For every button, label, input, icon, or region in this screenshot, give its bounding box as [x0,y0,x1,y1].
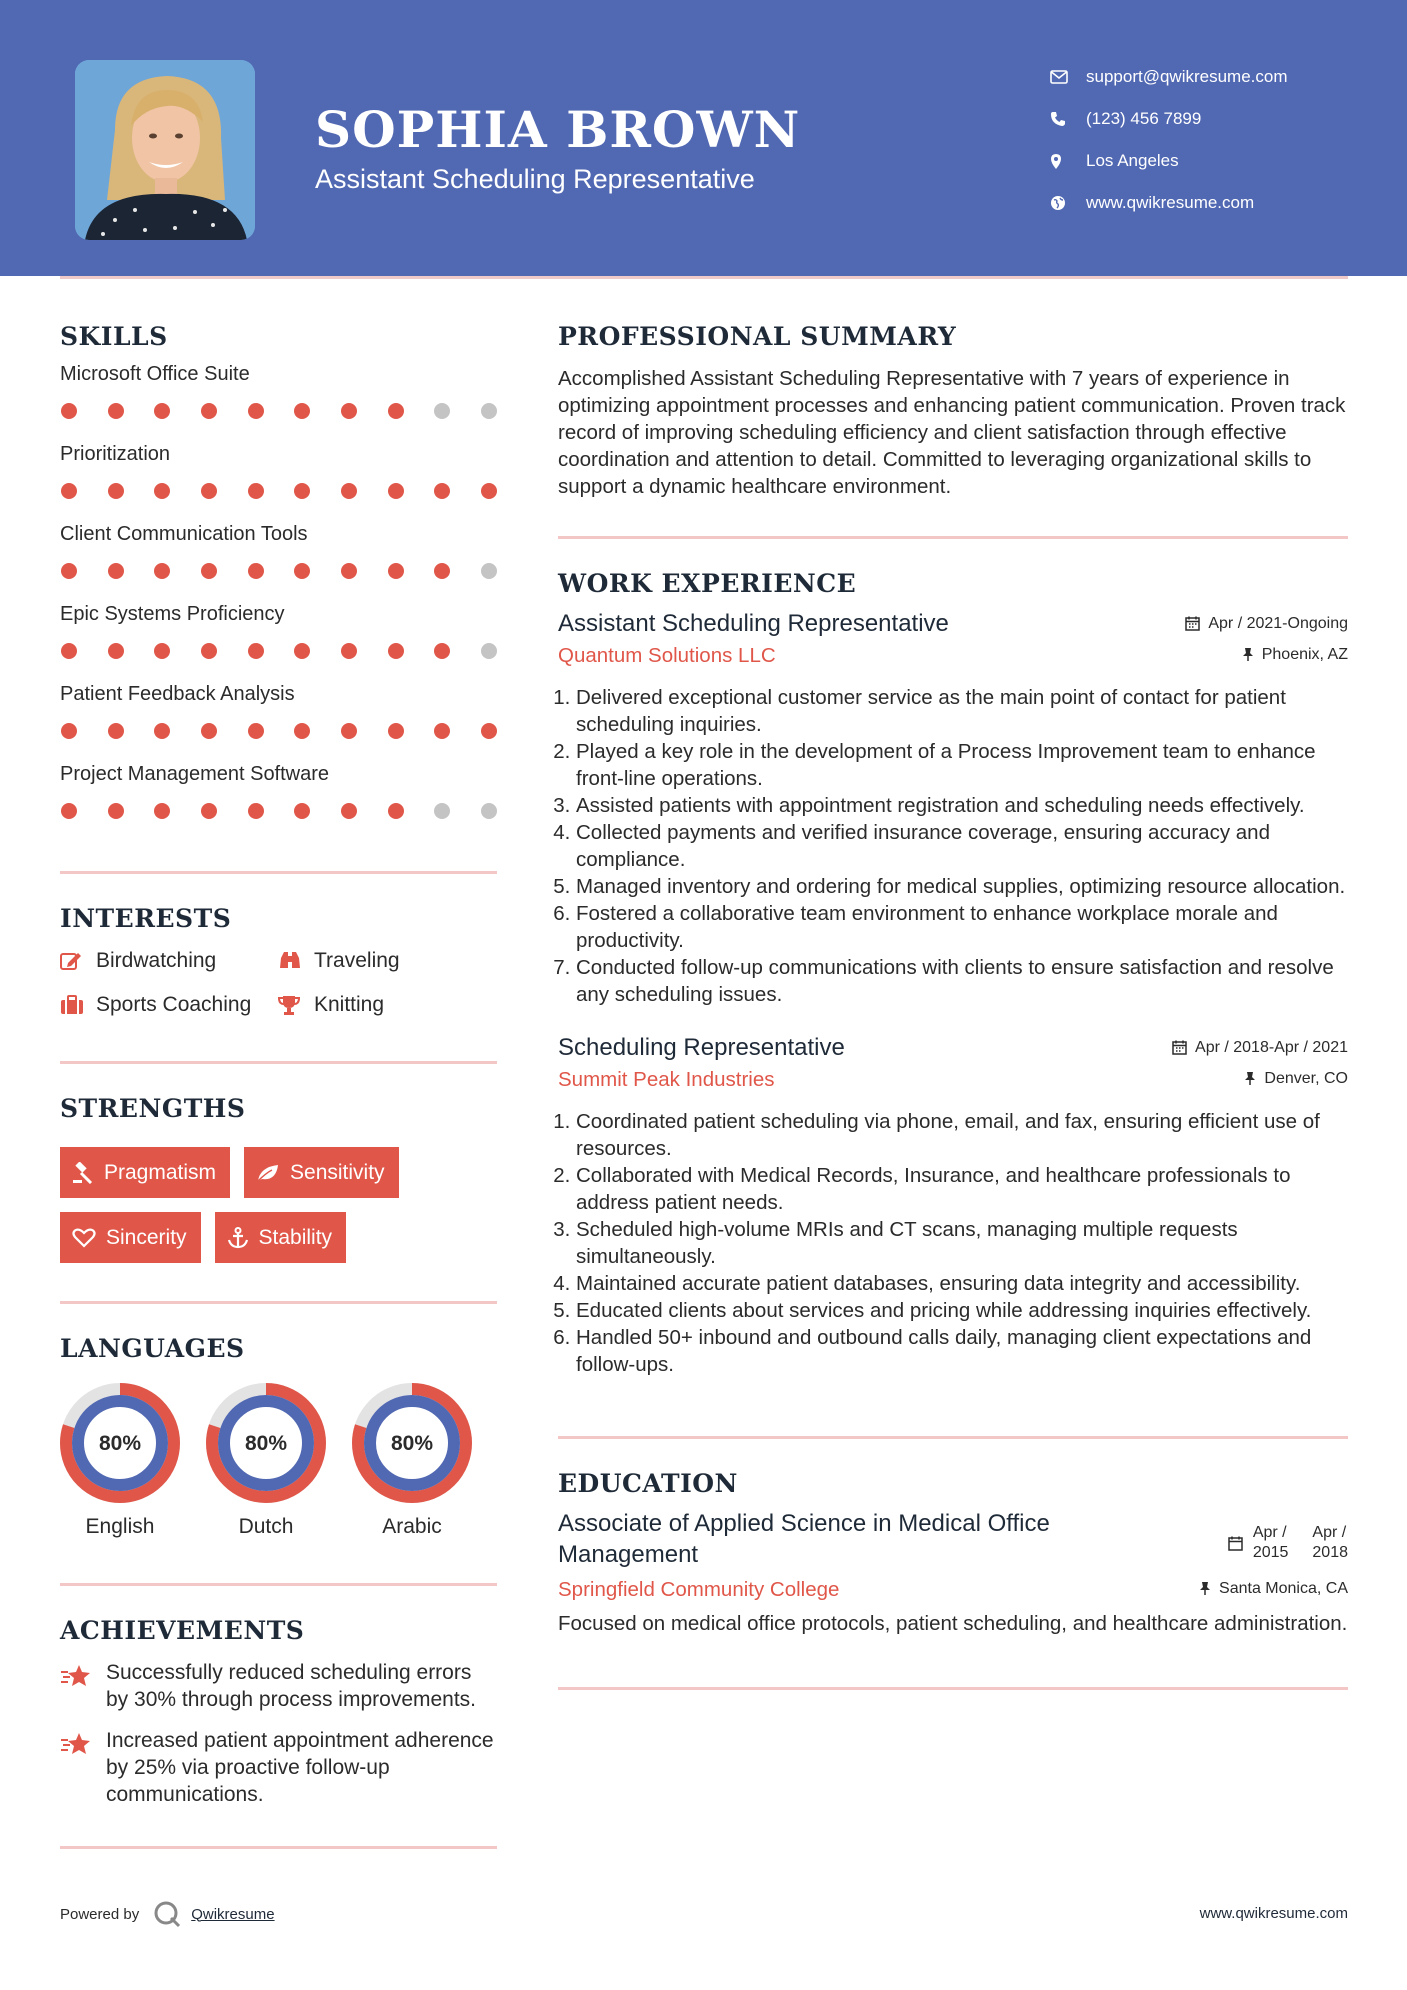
rating-dot [248,483,264,499]
education-end-year: 2018 [1312,1544,1348,1561]
degree-title: Associate of Applied Science in Medical Office Management [558,1510,1050,1568]
duty-item: 3. Assisted patients with appointment registration and scheduling needs effectively. [576,792,1348,819]
rating-dot [341,483,357,499]
summary-text: Accomplished Assistant Scheduling Representative with 7 years of experience in optimizing appointment processes and enhancing patient communication. Proven track record of improving scheduling efficiency and client satisfaction through effective coordination and attention to detail. Committed to leveraging organizational skills to support a dynamic healthcare environment. [558,367,1346,498]
section-divider [558,1436,1348,1439]
interest-item [278,993,478,1017]
candidate-name: SOPHIA BROWN [315,100,801,159]
map-pin-icon [1050,153,1086,170]
company-name: Summit Peak Industries [558,1068,775,1091]
achievements-heading: ACHIEVEMENTS [60,1616,305,1645]
rating-dot [434,563,450,579]
experience-section [558,569,1348,1378]
language-item [206,1383,326,1539]
languages-section [60,1334,497,1539]
rating-dot [294,403,310,419]
interest-item [278,949,478,973]
interest-label: Knitting [314,993,385,1016]
rating-dot [481,803,497,819]
rating-dot [341,403,357,419]
duties-list [558,684,1348,1008]
skill-rating [60,387,497,435]
pushpin-icon [1244,1071,1256,1086]
rating-dot [434,803,450,819]
experience-heading: WORK EXPERIENCE [558,569,857,598]
strengths-heading: STRENGTHS [60,1094,246,1123]
trophy-icon [278,994,314,1016]
rating-dot [341,723,357,739]
duty-item: 1. Delivered exceptional customer service as the main point of contact for patient scheduling inquiries. [576,684,1348,738]
strength-tag [60,1147,230,1198]
company-name: Quantum Solutions LLC [558,644,776,667]
rating-dot [294,803,310,819]
education-section [558,1469,1348,1637]
summary-heading: PROFESSIONAL SUMMARY [558,322,957,351]
skills-list [60,361,497,835]
job-title: Scheduling Representative [558,1034,845,1061]
rating-dot [434,403,450,419]
strength-label: Pragmatism [104,1160,217,1184]
rating-dot [481,643,497,659]
powered-by-text: Powered by [60,1905,140,1923]
job-dates [1185,615,1348,633]
rating-dot [341,563,357,579]
education-dates [1228,1508,1348,1570]
globe-icon [1050,195,1086,211]
briefcase-icon [60,995,96,1015]
rating-dot [154,643,170,659]
rating-dot [61,483,77,499]
header-divider [60,276,1348,279]
skill-name: Microsoft Office Suite [60,363,250,385]
rating-dot [201,483,217,499]
language-percent: 80% [244,1432,288,1455]
duty-item: 5. Managed inventory and ordering for medical supplies, optimizing resource allocation. [576,873,1348,900]
school-name: Springfield Community College [558,1578,840,1601]
footer-powered-by [60,1900,275,1928]
contact-email-text: support@qwikresume.com [1086,67,1288,86]
contact-location-text: Los Angeles [1086,151,1179,170]
job-dates [1172,1039,1348,1057]
job-location-text: Phoenix, AZ [1261,645,1348,663]
language-progress-ring [352,1383,472,1503]
rating-dot [248,643,264,659]
anchor-icon [227,1227,249,1249]
school-location [1199,1580,1348,1598]
rating-dot [434,483,450,499]
contact-website[interactable] [1050,182,1288,224]
strength-tag [60,1212,201,1263]
rating-dot [154,403,170,419]
achievement-item [60,1659,497,1713]
rating-dot [481,483,497,499]
rating-dot [201,723,217,739]
skills-heading: SKILLS [60,322,168,351]
job-title: Assistant Scheduling Representative [558,610,949,637]
rating-dot [248,403,264,419]
section-divider [60,1061,497,1064]
star-badge-icon [60,1727,106,1808]
education-end-month: Apr / [1312,1524,1347,1541]
contact-website-text: www.qwikresume.com [1086,193,1255,212]
languages-list [60,1383,497,1539]
rating-dot [154,803,170,819]
duty-item: 2. Collaborated with Medical Records, Insurance, and healthcare professionals to address patient needs. [576,1162,1348,1216]
rating-dot [248,803,264,819]
language-item [352,1383,472,1539]
rating-dot [61,723,77,739]
achievements-section [60,1616,497,1808]
duty-item: 5. Educated clients about services and pricing while addressing inquiries effectively. [576,1297,1348,1324]
pencil-icon [60,951,96,971]
rating-dot [341,643,357,659]
skill-rating [60,627,497,675]
achievement-text: Successfully reduced scheduling errors by 30% through process improvements. [106,1661,477,1711]
interest-label: Birdwatching [96,949,217,972]
star-badge-icon [60,1659,106,1713]
strengths-list [60,1147,497,1263]
job-location [1244,1070,1348,1088]
rating-dot [61,563,77,579]
school-location-text: Santa Monica, CA [1219,1579,1348,1597]
education-start-year: 2015 [1252,1544,1289,1561]
education-heading: EDUCATION [558,1469,738,1498]
contact-list [1050,56,1288,224]
rating-dot [388,643,404,659]
strengths-section [60,1094,497,1263]
skill-name: Client Communication Tools [60,523,308,545]
rating-dot [201,643,217,659]
language-name: Dutch [238,1515,294,1538]
rating-dot [388,403,404,419]
rating-dot [201,403,217,419]
education-start-month: Apr / [1252,1524,1287,1541]
rating-dot [154,483,170,499]
rating-dot [294,643,310,659]
strength-label: Sensitivity [290,1160,385,1184]
strength-label: Sincerity [106,1225,187,1249]
interests-section [60,904,497,1017]
interest-label: Sports Coaching [96,993,252,1016]
job-entry [558,1034,1348,1378]
interest-item [60,993,278,1017]
rating-dot [201,803,217,819]
rating-dot [154,563,170,579]
rating-dot [154,723,170,739]
language-progress-ring [60,1383,180,1503]
rating-dot [61,803,77,819]
strength-tag [215,1212,347,1263]
language-percent: 80% [390,1432,434,1455]
rating-dot [201,563,217,579]
duty-item: 4. Maintained accurate patient databases, ensuring data integrity and accessibility. [576,1270,1348,1297]
candidate-title: Assistant Scheduling Representative [315,164,755,194]
qwikresume-logo-icon [153,1900,181,1928]
rating-dot [341,803,357,819]
calendar-icon [1185,616,1200,631]
job-dates-text: Apr / 2018-Apr / 2021 [1195,1038,1348,1056]
leaf-icon [256,1163,280,1183]
section-divider [60,1846,497,1849]
rating-dot [481,723,497,739]
envelope-icon [1050,70,1086,84]
pushpin-icon [1199,1581,1211,1596]
rating-dot [294,563,310,579]
skill-name: Patient Feedback Analysis [60,683,295,705]
duty-item: 2. Played a key role in the development of a Process Improvement team to enhance front-line operations. [576,738,1348,792]
qwikresume-link[interactable]: Qwikresume [191,1905,275,1923]
left-column [60,300,497,1849]
rating-dot [388,563,404,579]
rating-dot [481,403,497,419]
skill-rating [60,707,497,755]
duty-item: 6. Handled 50+ inbound and outbound calls daily, managing client expectations and follow-ups. [576,1324,1348,1378]
section-divider [60,1301,497,1304]
rating-dot [108,563,124,579]
pushpin-icon [1242,647,1254,662]
rating-dot [108,403,124,419]
duty-item: 7. Conducted follow-up communications with clients to ensure satisfaction and resolve any scheduling issues. [576,954,1348,1008]
profile-photo [75,60,255,240]
rating-dot [248,723,264,739]
rating-dot [294,483,310,499]
interest-label: Traveling [314,949,400,972]
rating-dot [61,403,77,419]
heart-icon [72,1228,96,1248]
rating-dot [108,803,124,819]
rating-dot [294,723,310,739]
education-description: Focused on medical office protocols, patient scheduling, and healthcare administration. [558,1612,1348,1635]
job-location [1242,646,1348,664]
contact-email[interactable] [1050,56,1288,98]
section-divider [60,871,497,874]
rating-dot [434,723,450,739]
gavel-icon [72,1162,94,1184]
duty-item: 6. Fostered a collaborative team environment to enhance workplace morale and productivity. [576,900,1348,954]
contact-location [1050,140,1288,182]
section-divider [558,536,1348,539]
skill-rating [60,547,497,595]
skill-rating [60,787,497,835]
skill-name: Epic Systems Proficiency [60,603,285,625]
rating-dot [481,563,497,579]
rating-dot [388,803,404,819]
duty-item: 4. Collected payments and verified insurance coverage, ensuring accuracy and compliance. [576,819,1348,873]
section-divider [558,1687,1348,1690]
right-column [558,300,1348,1690]
duty-item: 3. Scheduled high-volume MRIs and CT scans, managing multiple requests simultaneously. [576,1216,1348,1270]
footer-website[interactable]: www.qwikresume.com [1199,1905,1348,1922]
strength-label: Stability [258,1225,333,1249]
rating-dot [388,723,404,739]
rating-dot [61,643,77,659]
achievement-text: Increased patient appointment adherence by 25% via proactive follow-up communications. [106,1729,494,1806]
rating-dot [388,483,404,499]
duties-list [558,1108,1348,1378]
interest-item [60,949,278,973]
skills-section [60,322,497,835]
resume-header [0,0,1407,276]
contact-phone[interactable] [1050,98,1288,140]
job-entry [558,610,1348,1008]
calendar-icon [1172,1040,1187,1055]
language-item [60,1383,180,1539]
skill-name: Prioritization [60,443,171,465]
interests-heading: INTERESTS [60,904,232,933]
rating-dot [434,643,450,659]
binoculars-icon [278,950,314,972]
job-location-text: Denver, CO [1264,1069,1348,1087]
job-dates-text: Apr / 2021-Ongoing [1208,614,1348,632]
rating-dot [108,483,124,499]
skill-name: Project Management Software [60,763,330,785]
summary-section [558,322,1348,500]
section-divider [60,1583,497,1586]
contact-phone-text: (123) 456 7899 [1086,109,1202,128]
languages-heading: LANGUAGES [60,1334,245,1363]
phone-icon [1050,111,1086,127]
duty-item: 1. Coordinated patient scheduling via phone, email, and fax, ensuring efficient use of resources. [576,1108,1348,1162]
language-name: English [85,1515,155,1538]
language-percent: 80% [98,1432,142,1455]
calendar-icon [1228,1536,1243,1551]
achievement-item [60,1727,497,1808]
rating-dot [108,723,124,739]
rating-dot [248,563,264,579]
language-name: Arabic [382,1515,442,1538]
skill-rating [60,467,497,515]
interests-list [60,949,497,1017]
strength-tag [244,1147,399,1198]
language-progress-ring [206,1383,326,1503]
rating-dot [108,643,124,659]
